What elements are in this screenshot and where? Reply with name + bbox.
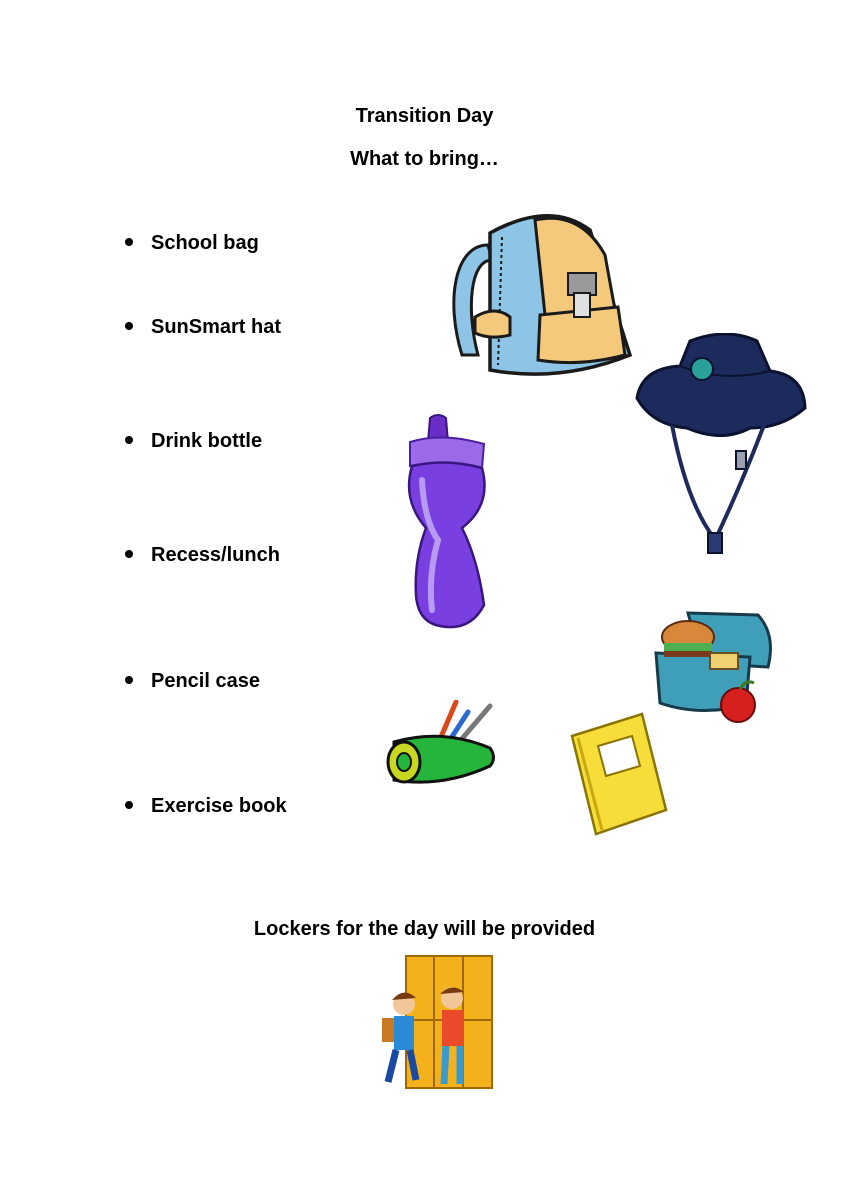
exercise-book-icon <box>568 712 670 838</box>
bullet-icon <box>125 238 133 246</box>
list-item-label: School bag <box>151 232 259 254</box>
lockers-note: Lockers for the day will be provided <box>253 918 596 940</box>
list-item <box>125 429 262 453</box>
backpack-icon <box>440 205 640 380</box>
list-item-label: Drink bottle <box>151 430 263 452</box>
hat-icon <box>632 333 810 563</box>
lockers-illustration <box>360 952 500 1092</box>
pencil-case-icon <box>382 700 500 792</box>
list-item <box>125 231 259 255</box>
page-subtitle: What to bring… <box>350 148 499 170</box>
drink-bottle-icon <box>392 410 502 635</box>
bullet-icon <box>125 436 133 444</box>
list-item <box>125 315 281 339</box>
list-item-label: SunSmart hat <box>151 316 282 338</box>
list-item-label: Recess/lunch <box>151 544 280 566</box>
bullet-icon <box>125 322 133 330</box>
page-title: Transition Day <box>355 105 494 127</box>
bullet-icon <box>125 550 133 558</box>
list-item <box>125 794 287 818</box>
list-item-label: Pencil case <box>151 670 260 692</box>
list-item-label: Exercise book <box>151 795 287 817</box>
list-item <box>125 669 260 693</box>
list-item <box>125 543 280 567</box>
bullet-icon <box>125 801 133 809</box>
bullet-icon <box>125 676 133 684</box>
